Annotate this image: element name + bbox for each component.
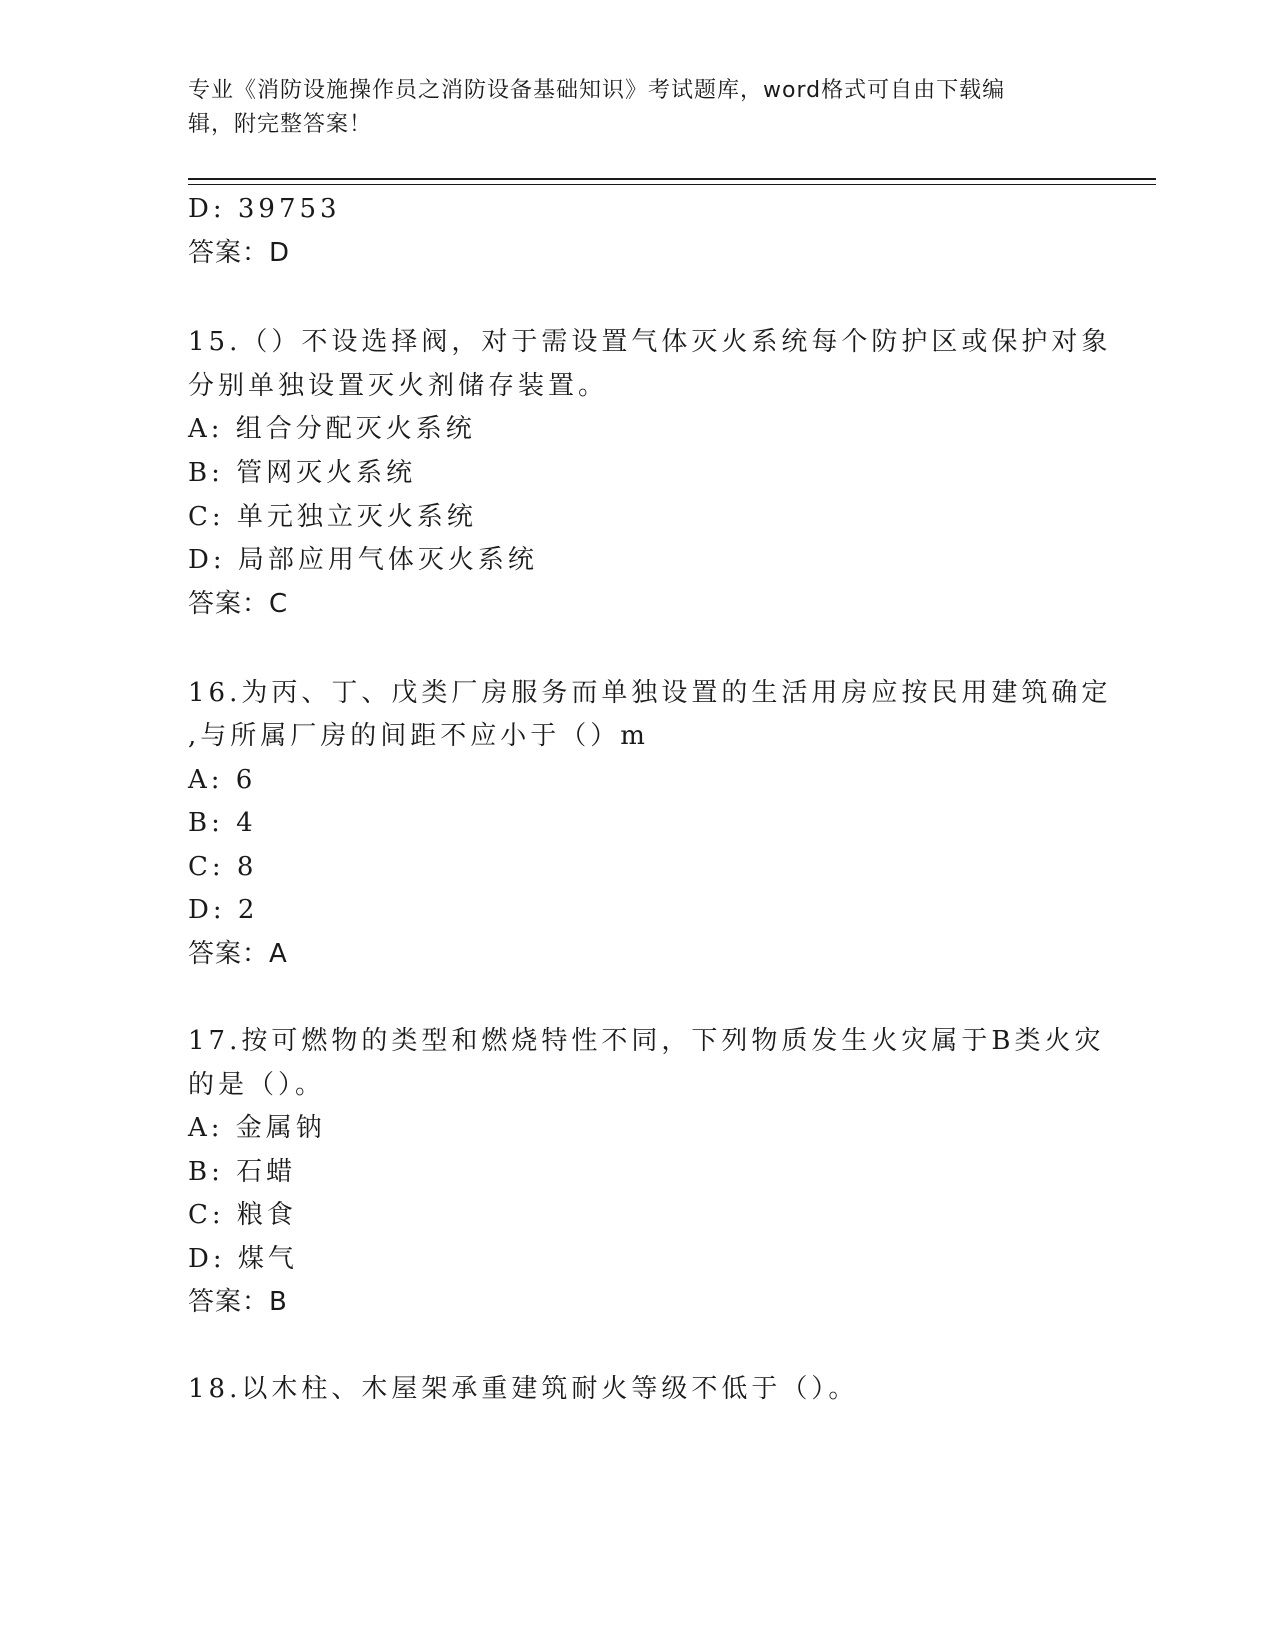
q16-option-c: C: 8 xyxy=(188,852,258,882)
q16-option-b: B: 4 xyxy=(188,808,257,838)
q17-stem-line-1: 17.按可燃物的类型和燃烧特性不同，下列物质发生火灾属于B类火灾 xyxy=(188,1026,1105,1056)
q17-option-d: D: 煤气 xyxy=(188,1244,298,1274)
q15-stem-line-2: 分别单独设置灭火剂储存装置。 xyxy=(188,371,609,401)
document-header xyxy=(188,74,1088,142)
q16-option-d: D: 2 xyxy=(188,895,259,925)
header-line-1: 专业《消防设施操作员之消防设备基础知识》考试题库，word格式可自由下载编 xyxy=(188,78,1006,103)
q16-answer: 答案：A xyxy=(188,939,288,969)
q17-answer: 答案：B xyxy=(188,1287,288,1317)
q15-option-a: A: 组合分配灭火系统 xyxy=(188,414,476,444)
q16-stem-line-1: 16.为丙、丁、戊类厂房服务而单独设置的生活用房应按民用建筑确定 xyxy=(188,678,1112,708)
prev-answer: 答案：D xyxy=(188,238,291,268)
header-rule-thin xyxy=(188,184,1156,185)
header-rule-thick xyxy=(188,178,1156,180)
q17-option-b: B: 石蜡 xyxy=(188,1157,297,1187)
q15-stem-line-1: 15.（）不设选择阀，对于需设置气体灭火系统每个防护区或保护对象 xyxy=(188,327,1112,357)
header-line-2: 辑，附完整答案！ xyxy=(188,112,373,137)
q15-option-b: B: 管网灭火系统 xyxy=(188,458,417,488)
q18-stem-line-1: 18.以木柱、木屋架承重建筑耐火等级不低于（）。 xyxy=(188,1374,859,1404)
q16-stem-line-2: ,与所属厂房的间距不应小于（）m xyxy=(188,721,649,751)
q15-option-c: C: 单元独立灭火系统 xyxy=(188,502,477,532)
prev-option-d: D: 39753 xyxy=(188,194,341,224)
q17-option-c: C: 粮食 xyxy=(188,1200,297,1230)
q16-option-a: A: 6 xyxy=(188,765,257,795)
q15-option-d: D: 局部应用气体灭火系统 xyxy=(188,545,538,575)
q17-option-a: A: 金属钠 xyxy=(188,1113,326,1143)
q15-answer: 答案：C xyxy=(188,589,289,619)
q17-stem-line-2: 的是（）。 xyxy=(188,1070,326,1100)
